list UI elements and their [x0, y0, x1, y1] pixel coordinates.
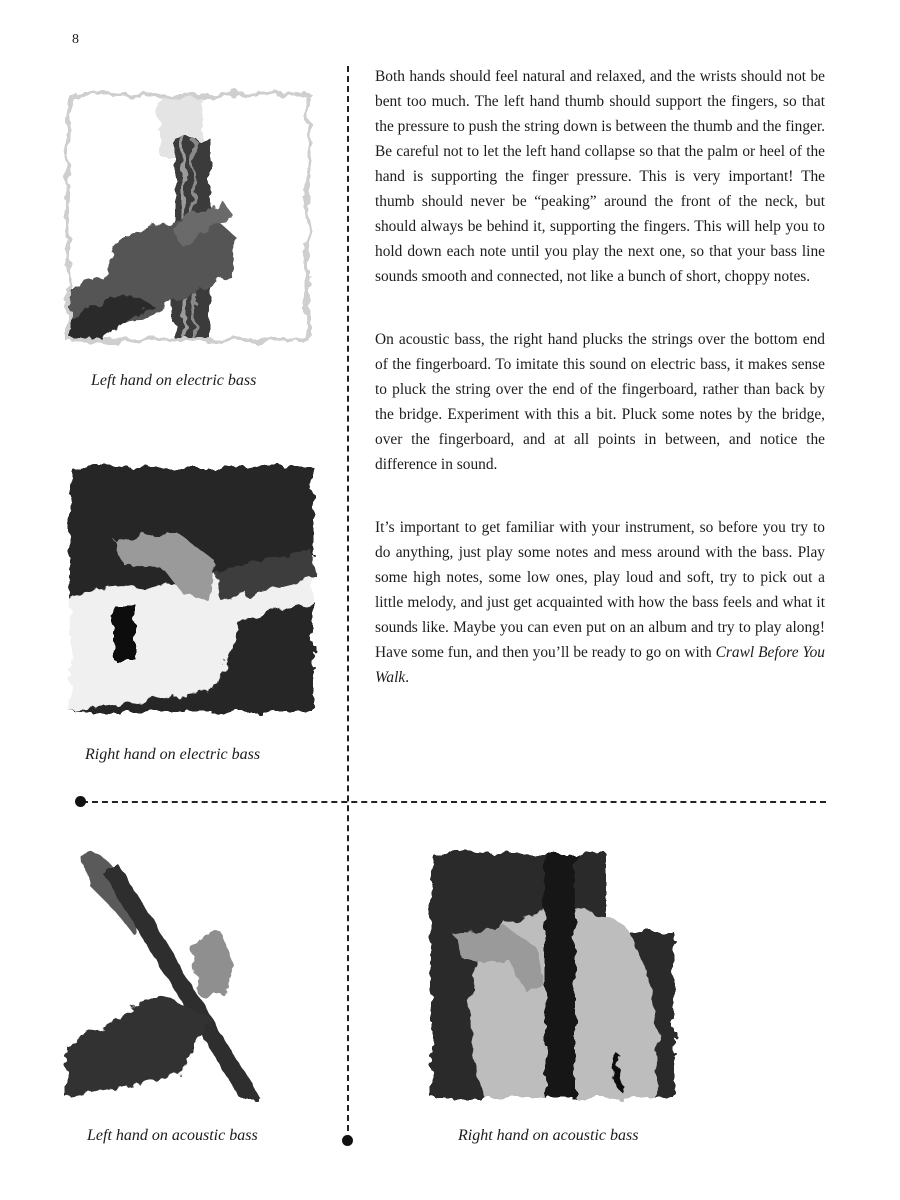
- divider-dot: [75, 796, 86, 807]
- photo-caption: Right hand on electric bass: [85, 746, 261, 763]
- body-text: [375, 64, 825, 728]
- paragraph: Both hands should feel natural and relaxed, and the wrists should not be bent too much. The left hand thumb should support the fingers, so that the pressure to push the string down is between the thumb and the finger. Be careful not to let the left hand collapse so that the palm or heel of the hand is supporting the finger pressure. This is very important! The thumb should never be “peaking” around the front of the neck, but should always be behind it, supporting the fingers. This will help you to hold down each note until you play the next one, so that your bass line sounds smooth and connected, not like a bunch of short, choppy notes.: [375, 68, 825, 285]
- photo-caption: Right hand on acoustic bass: [458, 1127, 639, 1144]
- photo-right-hand-acoustic-bass: [425, 846, 680, 1104]
- paragraph-end: .: [405, 669, 410, 686]
- photo-left-hand-acoustic-bass: [60, 846, 315, 1104]
- paragraph-text: It’s important to get familiar with your instrument, so before you try to do anything, just play some notes and mess around with the bass. Play some high notes, some low ones, play loud and soft, try to pick out a little melody, and just get acquainted with how the bass feels and what it sounds like. Maybe you can even put on an album and try to play along! Have some fun, and then you’ll be ready to go on with: [375, 519, 825, 661]
- paragraph: [375, 515, 825, 690]
- vertical-divider: [347, 66, 349, 1141]
- photo-left-hand-electric-bass: [62, 88, 314, 346]
- book-title: Crawl Before You Walk: [375, 644, 825, 686]
- divider-dot: [342, 1135, 353, 1146]
- page-number: 8: [72, 32, 79, 47]
- photo-caption: Left hand on acoustic bass: [87, 1127, 258, 1144]
- horizontal-divider: [82, 801, 826, 803]
- paragraph: On acoustic bass, the right hand plucks the strings over the bottom end of the fingerboard. To imitate this sound on electric bass, it makes sense to pluck the string over the end of the fingerboard, rather than back by the bridge. Experiment with this a bit. Pluck some notes by the bridge, over the fingerboard, and at all points in between, and notice the difference in sound.: [375, 331, 825, 473]
- photo-caption: Left hand on electric bass: [91, 372, 257, 389]
- photo-right-hand-electric-bass: [64, 460, 319, 718]
